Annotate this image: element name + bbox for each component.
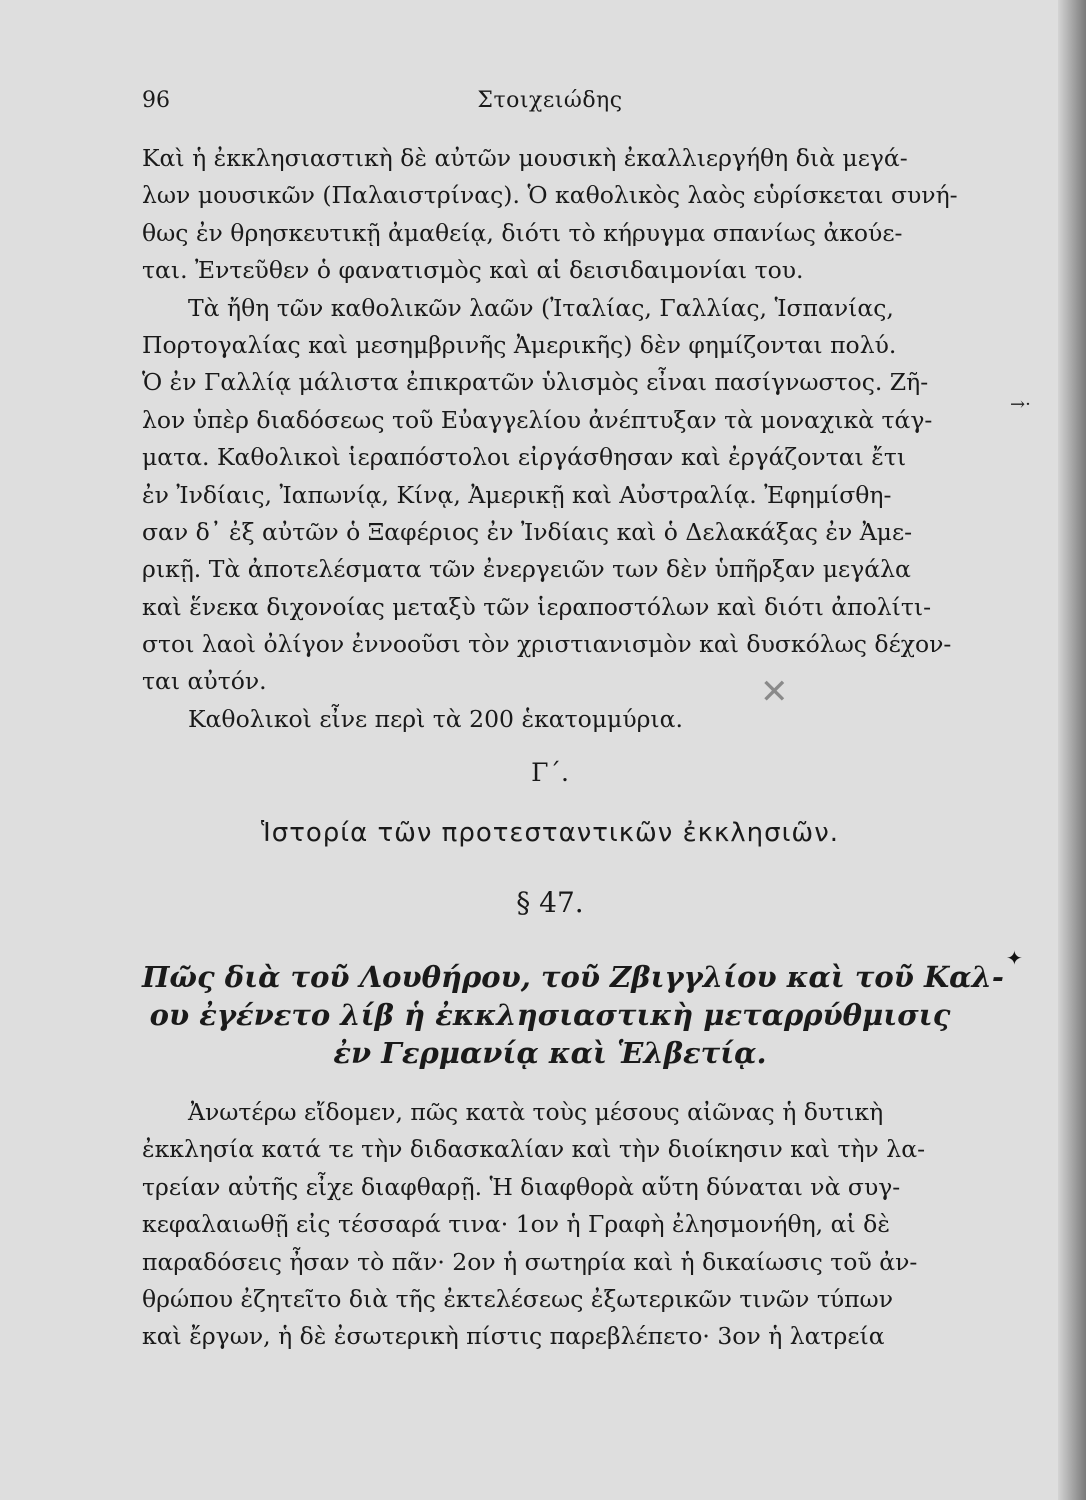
text-line: Τὰ ἤθη τῶν καθολικῶν λαῶν (Ἰταλίας, Γαλλίας, Ἱσπανίας, bbox=[188, 293, 894, 322]
page-header bbox=[142, 88, 958, 118]
subheading-line: ἐν Γερμανίᾳ καὶ Ἑλβετίᾳ. bbox=[333, 1036, 767, 1070]
text-line: θως ἐν θρησκευτικῇ ἀμαθείᾳ, διότι τὸ κήρυγμα σπανίως ἀκούε- bbox=[142, 218, 903, 247]
margin-tick-mark-icon: ✦ bbox=[1006, 946, 1023, 970]
text-line: λων μουσικῶν (Παλαιστρίνας). Ὁ καθολικὸς λαὸς εὑρίσκεται συνή- bbox=[142, 181, 958, 210]
text-line: ται. Ἐντεῦθεν ὁ φανατισμὸς καὶ αἱ δεισιδαιμονίαι του. bbox=[142, 256, 804, 285]
body-text-bottom bbox=[142, 1094, 958, 1356]
text-line: Ἀνωτέρω εἴδομεν, πῶς κατὰ τοὺς μέσους αἰῶνας ἡ δυτικὴ bbox=[188, 1098, 884, 1126]
paragraph-number: § 47. bbox=[516, 886, 584, 919]
pencil-cross-mark-icon: ✕ bbox=[760, 672, 789, 712]
running-head: Στοιχειώδης bbox=[477, 88, 623, 113]
text-line: ἐκκλησία κατά τε τὴν διδασκαλίαν καὶ τὴν διοίκησιν καὶ τὴν λα- bbox=[142, 1135, 926, 1164]
body-text-top bbox=[142, 140, 958, 738]
text-line: Καθολικοὶ εἶνε περὶ τὰ 200 ἑκατομμύρια. bbox=[188, 704, 683, 733]
text-line: Ὁ ἐν Γαλλίᾳ μάλιστα ἐπικρατῶν ὑλισμὸς εἶναι πασίγνωστος. Ζῆ- bbox=[142, 368, 929, 397]
text-line: ματα. Καθολικοὶ ἱεραπόστολοι εἰργάσθησαν καὶ ἐργάζονται ἔτι bbox=[142, 443, 907, 472]
page-number: 96 bbox=[142, 88, 170, 113]
text-line: ρικῇ. Τὰ ἀποτελέσματα τῶν ἐνεργειῶν των δὲν ὑπῆρξαν μεγάλα bbox=[142, 555, 911, 584]
subheading-line: ου ἐγένετο λίβ ἡ ἐκκλησιαστικὴ μεταρρύθμισις bbox=[149, 998, 951, 1032]
margin-arrow-mark-icon: →· bbox=[1010, 394, 1031, 415]
section-title: Ἱστορία τῶν προτεσταντικῶν ἐκκλησιῶν. bbox=[261, 818, 839, 848]
text-line: κεφαλαιωθῇ εἰς τέσσαρά τινα· 1ον ἡ Γραφὴ ἐλησμονήθη, αἱ δὲ bbox=[142, 1210, 890, 1239]
text-line: Καὶ ἡ ἐκκλησιαστικὴ δὲ αὐτῶν μουσικὴ ἐκαλλιεργήθη διὰ μεγά- bbox=[142, 144, 908, 172]
text-line: στοι λαοὶ ὀλίγον ἐννοοῦσι τὸν χριστιανισμὸν καὶ δυσκόλως δέχον- bbox=[142, 630, 952, 659]
subheading-line: Πῶς διὰ τοῦ Λουθήρου, τοῦ Ζβιγγλίου καὶ τοῦ Καλ- bbox=[142, 960, 1004, 994]
text-line: λον ὑπὲρ διαδόσεως τοῦ Εὐαγγελίου ἀνέπτυξαν τὰ μοναχικὰ τάγ- bbox=[142, 405, 933, 434]
subheading bbox=[142, 958, 1004, 1072]
page-gutter-shadow bbox=[1058, 0, 1086, 1500]
text-line: καὶ ἔργων, ἡ δὲ ἐσωτερικὴ πίστις παρεβλέπετο· 3ον ἡ λατρεία bbox=[142, 1322, 885, 1351]
text-line: ἐν Ἰνδίαις, Ἰαπωνίᾳ, Κίνᾳ, Ἀμερικῇ καὶ Αὐστραλίᾳ. Ἐφημίσθη- bbox=[142, 480, 892, 509]
text-line: τρείαν αὐτῆς εἶχε διαφθαρῇ. Ἡ διαφθορὰ αὕτη δύναται νὰ συγ- bbox=[142, 1172, 901, 1201]
text-line: Πορτογαλίας καὶ μεσημβρινῆς Ἀμερικῆς) δὲν φημίζονται πολύ. bbox=[142, 330, 897, 359]
text-line: καὶ ἕνεκα διχονοίας μεταξὺ τῶν ἱεραποστόλων καὶ διότι ἀπολίτι- bbox=[142, 592, 932, 621]
text-line: ται αὐτόν. bbox=[142, 667, 267, 696]
section-letter: Γ΄. bbox=[531, 758, 569, 787]
text-line: θρώπου ἐζητεῖτο διὰ τῆς ἐκτελέσεως ἐξωτερικῶν τινῶν τύπων bbox=[142, 1284, 894, 1313]
text-line: σαν δ᾽ ἐξ αὐτῶν ὁ Ξαφέριος ἐν Ἰνδίαις καὶ ὁ Δελακάξας ἐν Ἀμε- bbox=[142, 517, 913, 546]
text-line: παραδόσεις ἦσαν τὸ πᾶν· 2ον ἡ σωτηρία καὶ ἡ δικαίωσις τοῦ ἀν- bbox=[142, 1247, 918, 1276]
